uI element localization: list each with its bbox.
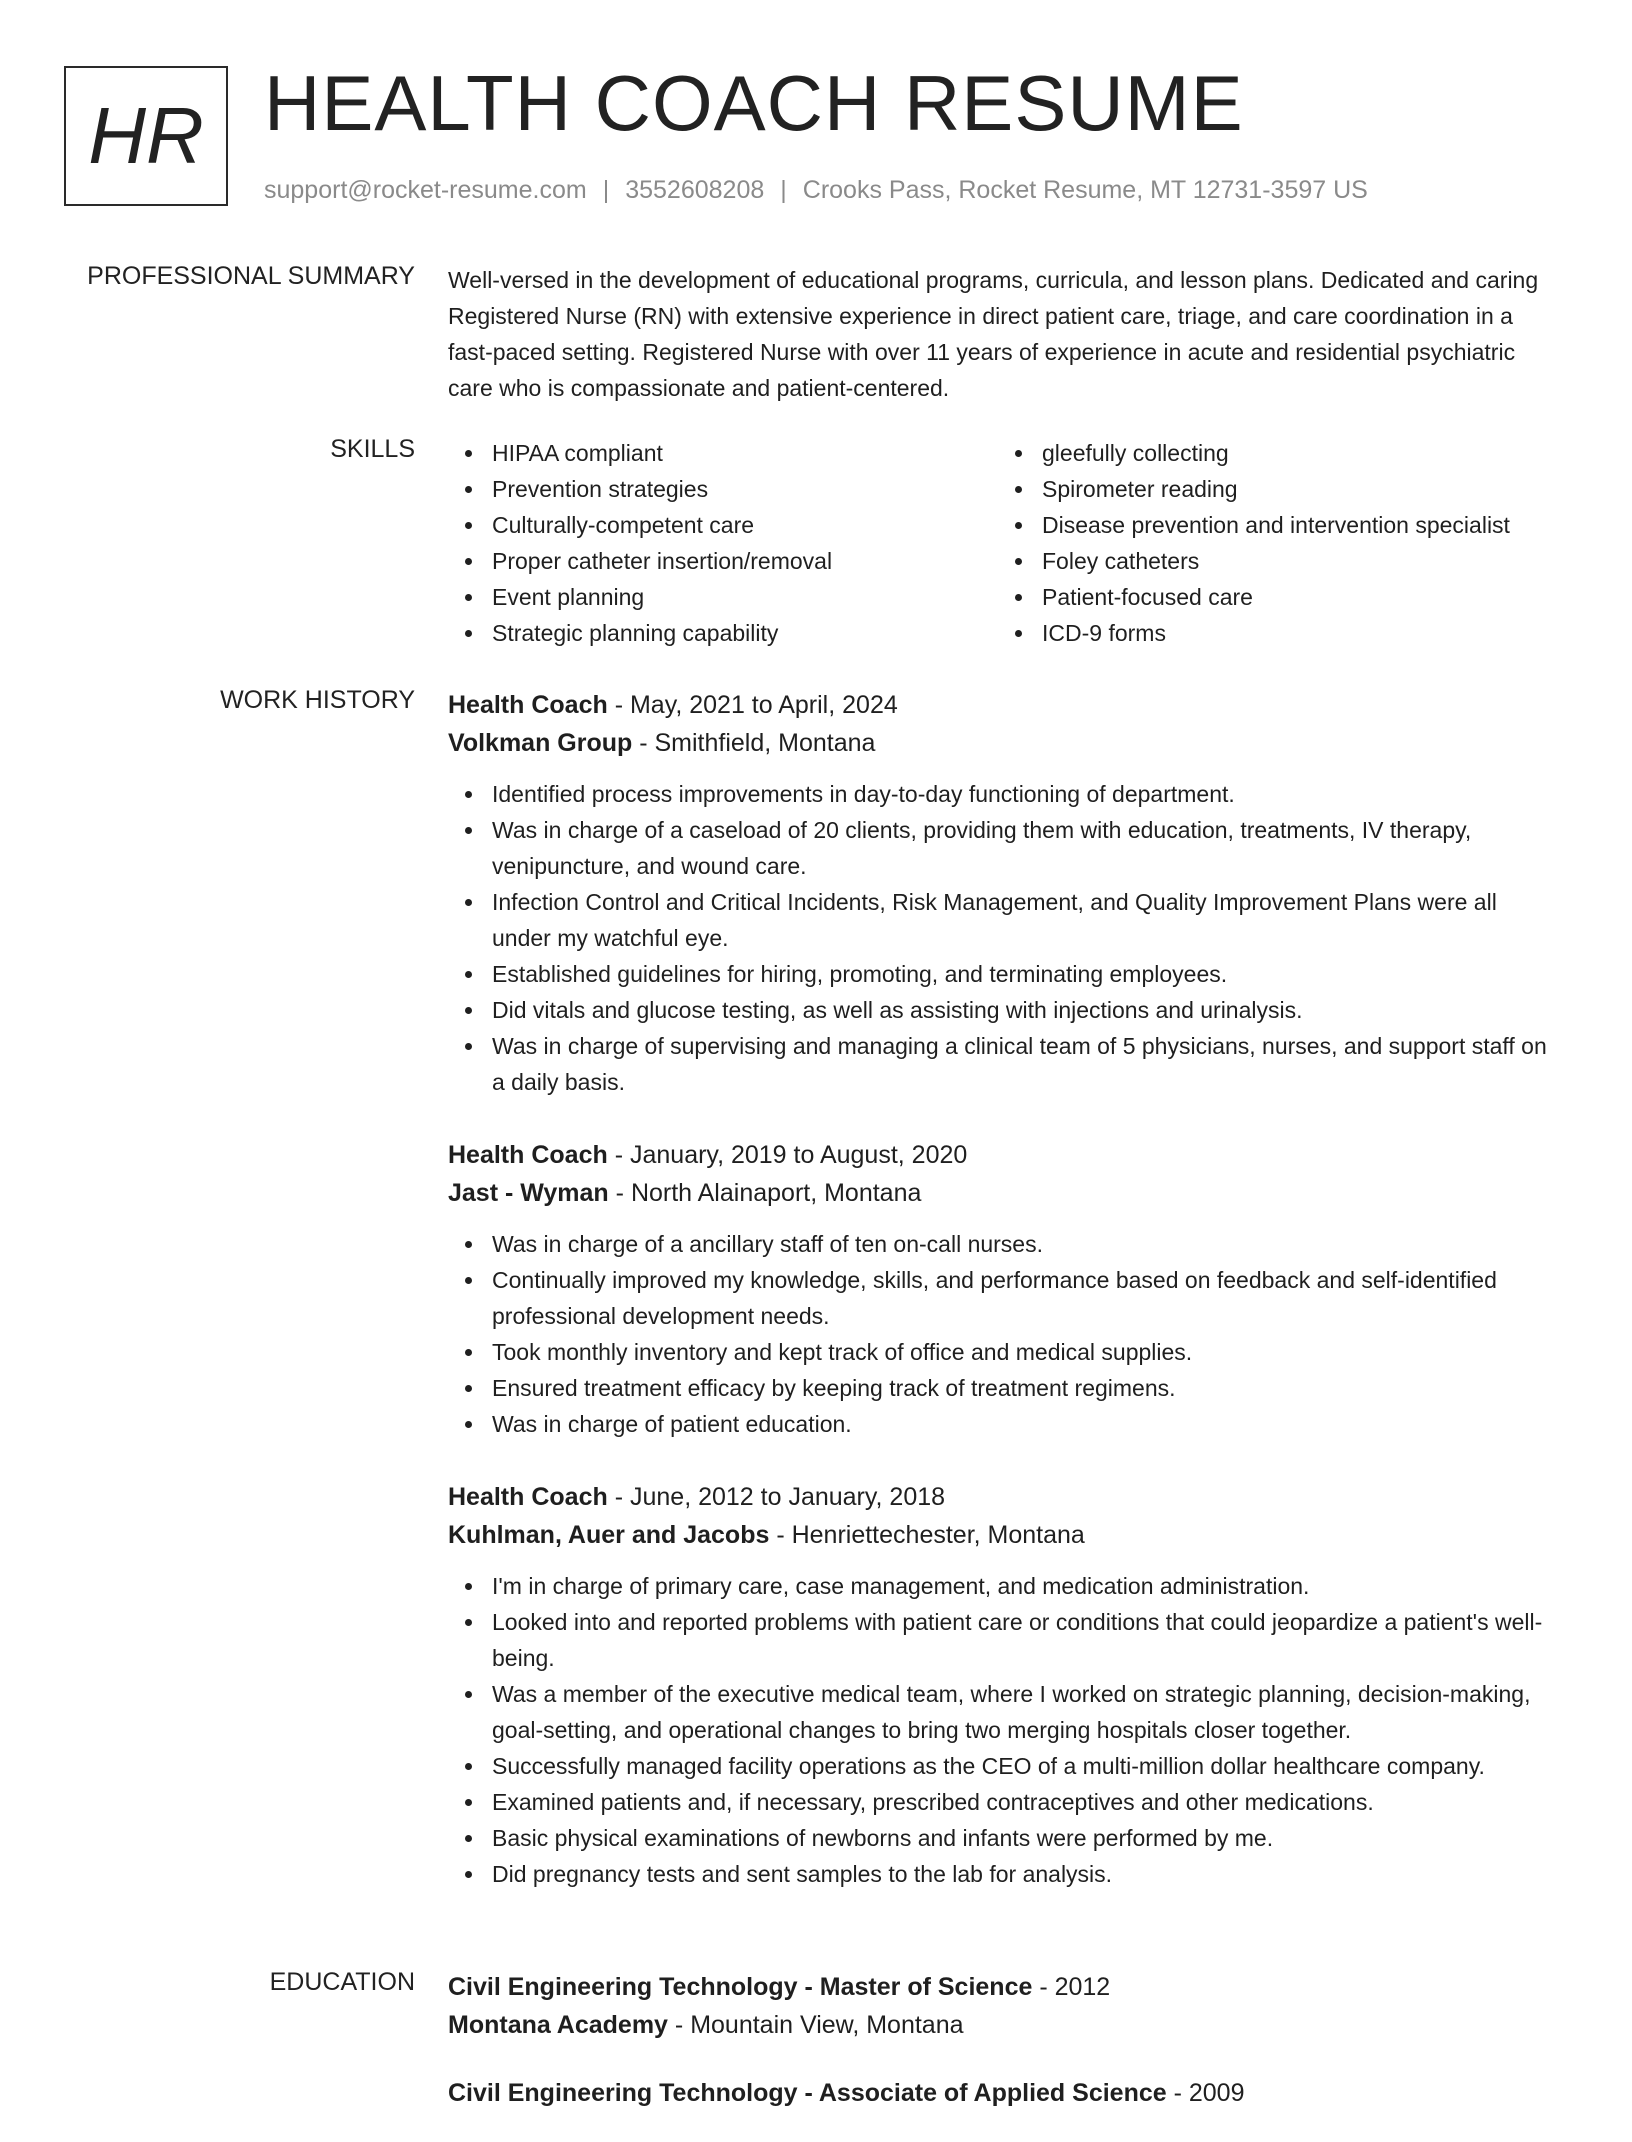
skills-list (448, 435, 1558, 651)
contact-separator: | (602, 176, 610, 204)
job-company-line: Jast - Wyman - North Alainaport, Montana (448, 1179, 922, 1207)
contact-line (264, 176, 1368, 205)
education-school-line: Montana Academy - Mountain View, Montana (448, 2011, 964, 2039)
job-bullet: Infection Control and Critical Incidents, Risk Management, and Quality Improvement Plans were all under my watchful eye. (448, 884, 1558, 956)
job-role: Health Coach (448, 1483, 608, 1511)
job-bullet: Was in charge of supervising and managing a clinical team of 5 physicians, nurses, and support staff on a daily basis. (448, 1028, 1558, 1100)
job-entry (448, 1478, 1558, 1892)
skill-item: ICD-9 forms (998, 615, 1558, 651)
job-role-line: Health Coach - May, 2021 to April, 2024 (448, 691, 898, 719)
job-location: Henriettechester, Montana (791, 1521, 1085, 1549)
skill-item: HIPAA compliant (448, 435, 998, 471)
job-bullet: Took monthly inventory and kept track of office and medical supplies. (448, 1334, 1558, 1370)
job-entry (448, 1136, 1558, 1442)
skill-item: Disease prevention and intervention specialist (998, 507, 1558, 543)
job-bullet: Did vitals and glucose testing, as well as assisting with injections and urinalysis. (448, 992, 1558, 1028)
skill-item: Culturally-competent care (448, 507, 998, 543)
contact-address: Crooks Pass, Rocket Resume, MT 12731-3597 US (802, 176, 1368, 204)
page-title: HEALTH COACH RESUME (264, 59, 1244, 147)
section-title-summary: PROFESSIONAL SUMMARY (87, 262, 415, 290)
job-location: North Alainaport, Montana (630, 1179, 922, 1207)
summary-text: Well-versed in the development of educational programs, curricula, and lesson plans. Dedicated and caring Registered Nurse (RN) with extensive experience in direct patient care, triage, and care coordination in a fast-paced setting. Registered Nurse with over 11 years of experience in acute and residential psychiatric care who is compassionate and patient-centered. (448, 267, 1539, 401)
skill-item: Strategic planning capability (448, 615, 998, 651)
job-bullet: Identified process improvements in day-to-day functioning of department. (448, 776, 1558, 812)
job-role-line: Health Coach - June, 2012 to January, 2018 (448, 1483, 946, 1511)
job-bullet: Ensured treatment efficacy by keeping track of treatment regimens. (448, 1370, 1558, 1406)
job-bullet: Successfully managed facility operations as the CEO of a multi-million dollar healthcare company. (448, 1748, 1558, 1784)
job-bullet: Looked into and reported problems with patient care or conditions that could jeopardize a patient's well-being. (448, 1604, 1558, 1676)
job-bullets (448, 1226, 1558, 1442)
job-dates: June, 2012 to January, 2018 (629, 1483, 946, 1511)
education-year: 2012 (1054, 1973, 1111, 2001)
job-company-line: Volkman Group - Smithfield, Montana (448, 729, 876, 757)
job-role: Health Coach (448, 691, 608, 719)
education-location: Mountain View, Montana (690, 2011, 964, 2039)
skill-item: Patient-focused care (998, 579, 1558, 615)
skill-item: Prevention strategies (448, 471, 998, 507)
skill-item: Proper catheter insertion/removal (448, 543, 998, 579)
job-company: Kuhlman, Auer and Jacobs (448, 1521, 770, 1549)
job-dates: January, 2019 to August, 2020 (629, 1141, 968, 1169)
job-company: Volkman Group (448, 729, 633, 757)
job-bullet: Was a member of the executive medical team, where I worked on strategic planning, decision-making, goal-setting, and operational changes to bring two merging hospitals closer together. (448, 1676, 1558, 1748)
job-bullet: Was in charge of a ancillary staff of ten on-call nurses. (448, 1226, 1558, 1262)
job-role: Health Coach (448, 1141, 608, 1169)
education-entry (448, 1968, 1558, 2044)
job-bullet: Did pregnancy tests and sent samples to the lab for analysis. (448, 1856, 1558, 1892)
skill-item: gleefully collecting (998, 435, 1558, 471)
job-role-line: Health Coach - January, 2019 to August, 2020 (448, 1141, 968, 1169)
skill-item: Event planning (448, 579, 998, 615)
education-entry (448, 2074, 1558, 2112)
job-bullet: I'm in charge of primary care, case management, and medication administration. (448, 1568, 1558, 1604)
education-school: Montana Academy (448, 2011, 668, 2039)
education-degree-line: Civil Engineering Technology - Master of Science - 2012 (448, 1973, 1111, 2001)
job-company-line: Kuhlman, Auer and Jacobs - Henriettechester, Montana (448, 1521, 1085, 1549)
skill-item: Spirometer reading (998, 471, 1558, 507)
job-location: Smithfield, Montana (654, 729, 876, 757)
job-dates: May, 2021 to April, 2024 (629, 691, 898, 719)
job-bullet: Was in charge of patient education. (448, 1406, 1558, 1442)
job-bullet: Established guidelines for hiring, promoting, and terminating employees. (448, 956, 1558, 992)
job-bullet: Continually improved my knowledge, skills, and performance based on feedback and self-identified professional development needs. (448, 1262, 1558, 1334)
section-title-skills: SKILLS (330, 435, 415, 463)
education-degree: Civil Engineering Technology - Master of Science (448, 1973, 1033, 2001)
education-year: 2009 (1188, 2079, 1245, 2107)
job-company: Jast - Wyman (448, 1179, 609, 1207)
monogram-logo: HR (64, 66, 228, 206)
contact-email[interactable]: support@rocket-resume.com (264, 176, 587, 204)
job-bullet: Basic physical examinations of newborns and infants were performed by me. (448, 1820, 1558, 1856)
skill-item: Foley catheters (998, 543, 1558, 579)
contact-phone[interactable]: 3552608208 (625, 176, 765, 204)
section-title-education: EDUCATION (269, 1968, 415, 1996)
job-bullet: Was in charge of a caseload of 20 clients, providing them with education, treatments, IV therapy, venipuncture, and wound care. (448, 812, 1558, 884)
job-entry (448, 686, 1558, 1100)
job-bullet: Examined patients and, if necessary, prescribed contraceptives and other medications. (448, 1784, 1558, 1820)
contact-separator: | (780, 176, 787, 204)
job-bullets (448, 1568, 1558, 1892)
education-degree-line: Civil Engineering Technology - Associate of Applied Science - 2009 (448, 2079, 1245, 2107)
job-bullets (448, 776, 1558, 1100)
education-degree: Civil Engineering Technology - Associate of Applied Science (448, 2079, 1167, 2107)
section-title-work: WORK HISTORY (220, 686, 415, 714)
